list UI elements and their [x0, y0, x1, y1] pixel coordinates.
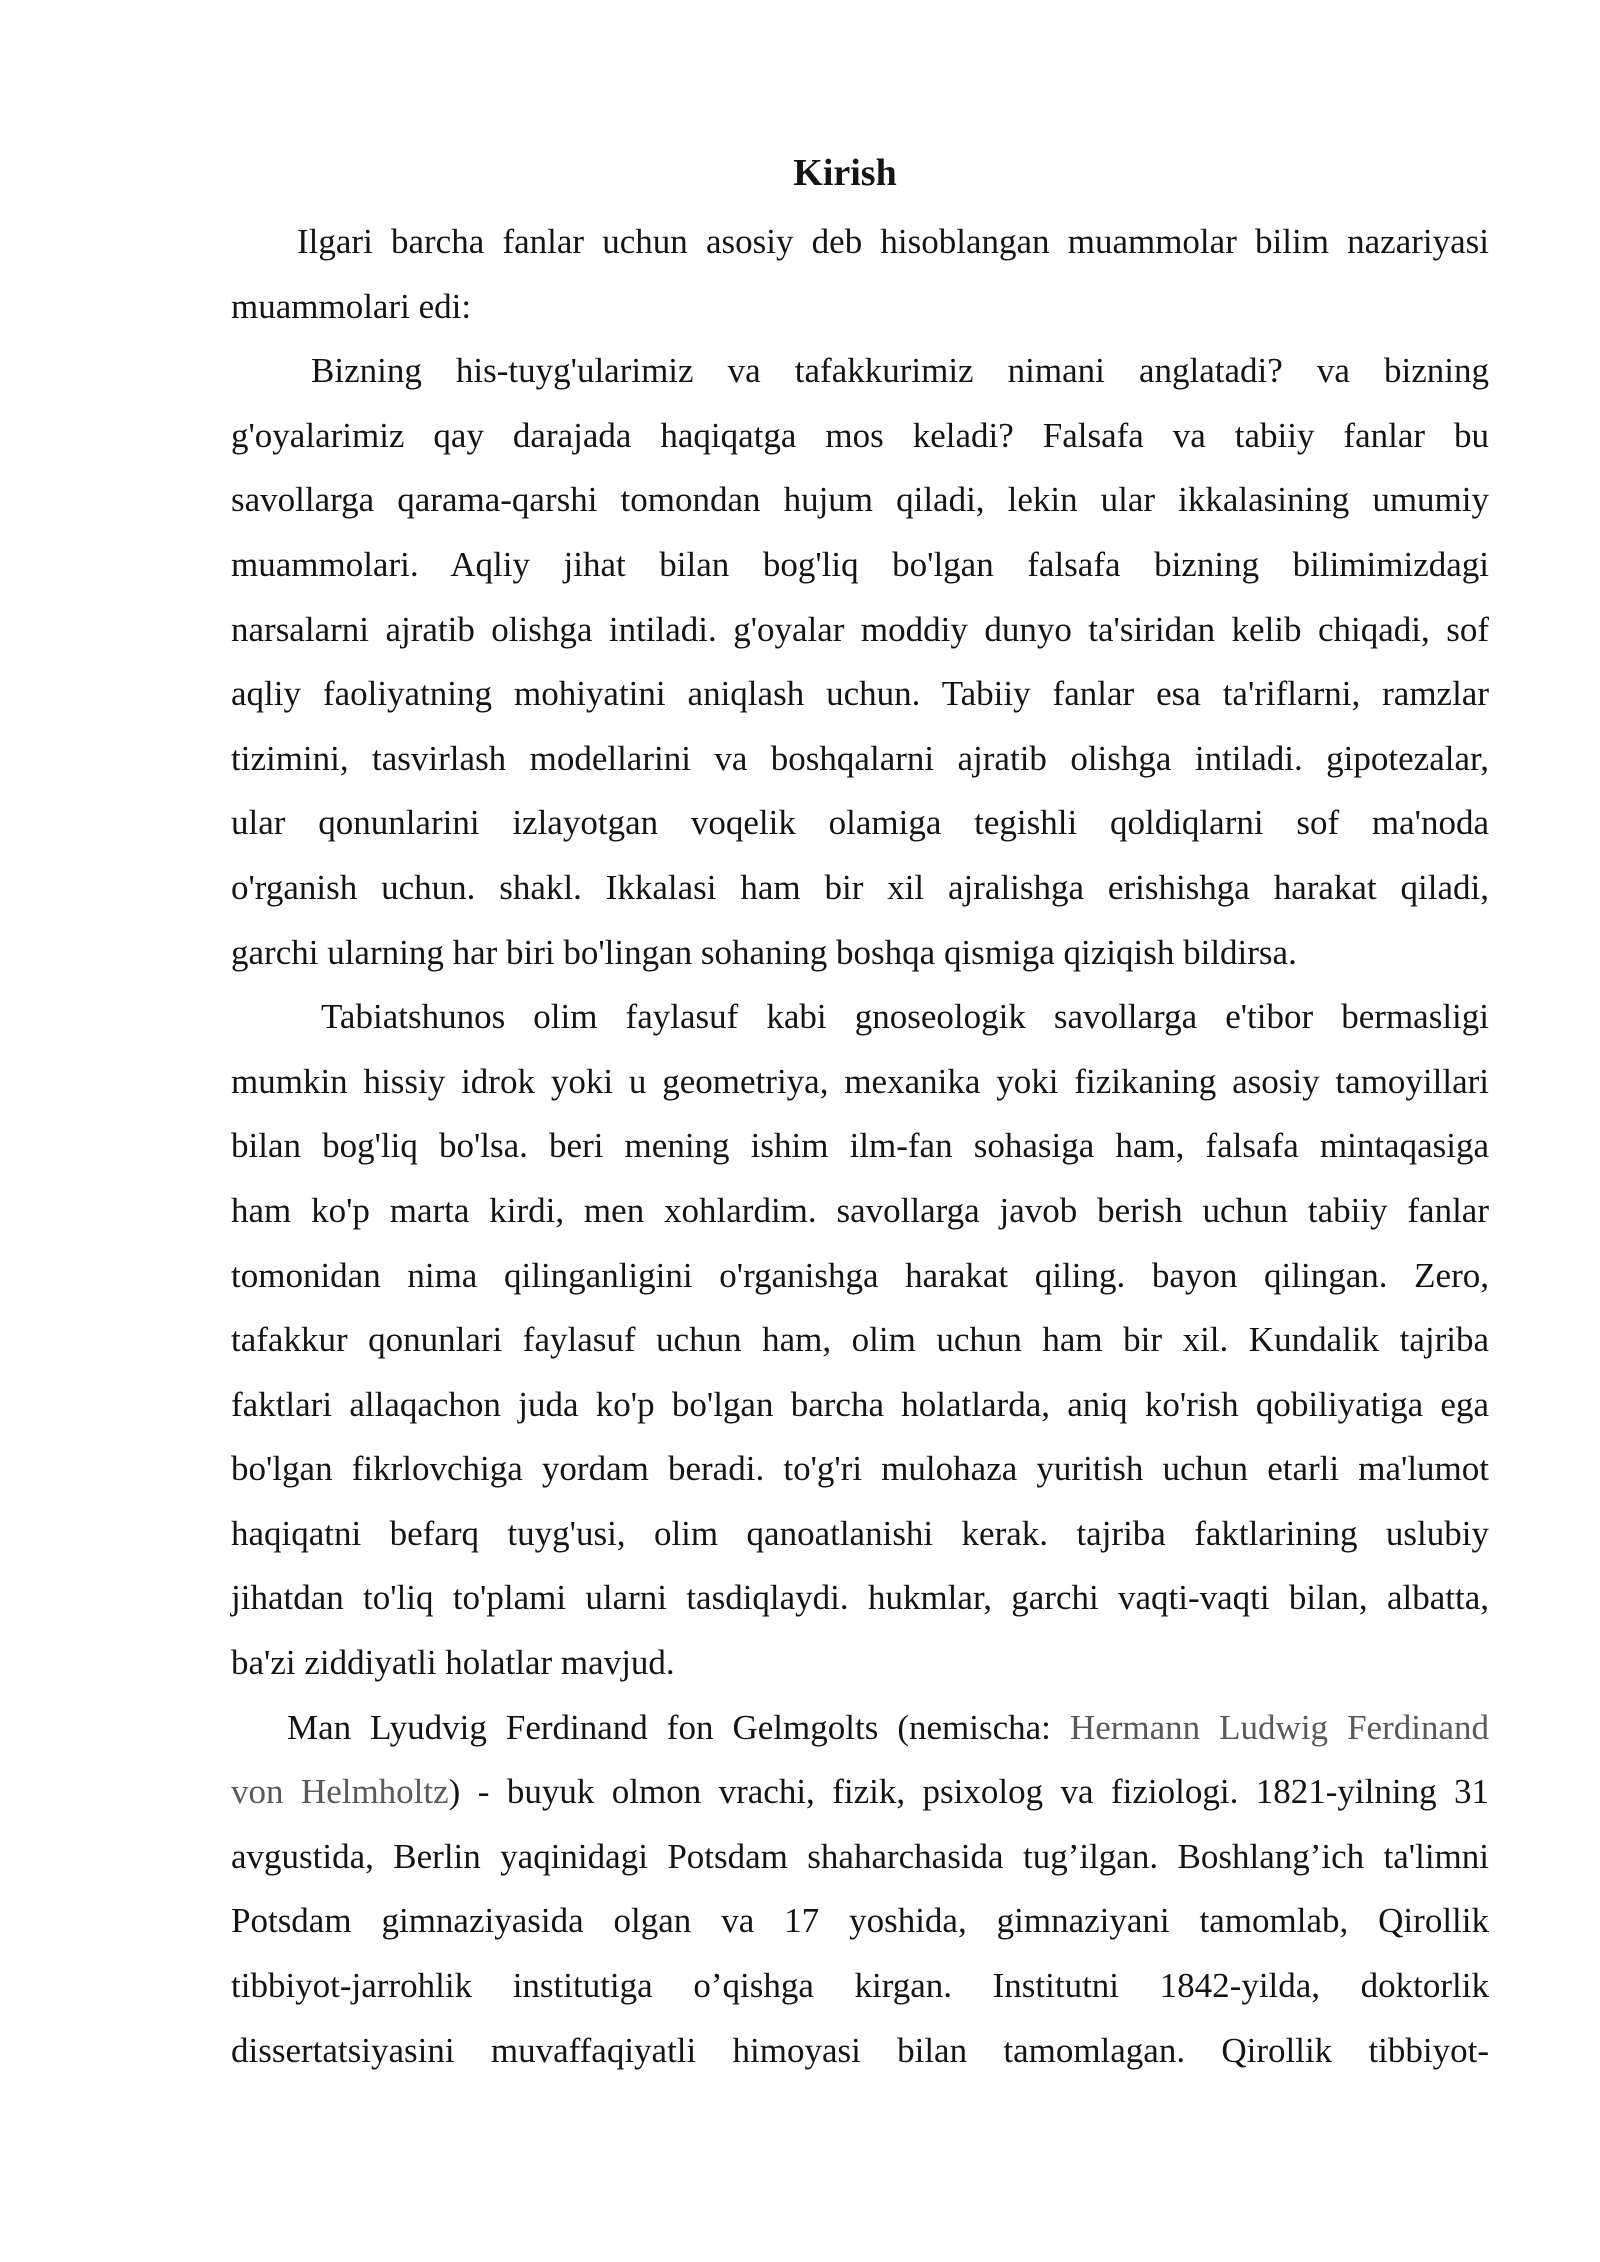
text-segment: ) - buyuk olmon vrachi, fizik, psixolog va fiziologi. 1821-yilning 31 [448, 1772, 1489, 1812]
paragraph-line: ular qonunlarini izlayotgan voqelik olamiga tegishli qoldiqlarni sof ma'noda [231, 803, 1489, 843]
paragraph-line: bilan bog'liq bo'lsa. beri mening ishim ilm-fan sohasiga ham, falsafa mintaqasiga [231, 1126, 1489, 1166]
paragraph-line: haqiqatni befarq tuyg'usi, olim qanoatlanishi kerak. tajriba faktlarining uslubiy [231, 1513, 1489, 1553]
paragraph-line: aqliy faoliyatning mohiyatini aniqlash uchun. Tabiiy fanlar esa ta'riflarni, ramzlar [231, 674, 1489, 714]
paragraph-line: bo'lgan fikrlovchiga yordam beradi. to'g'ri mulohaza yuritish uchun etarli ma'lumot [231, 1449, 1489, 1489]
paragraph-line: avgustida, Berlin yaqinidagi Potsdam shaharchasida tug’ilgan. Boshlang’ich ta'limni [231, 1836, 1489, 1876]
paragraph-line: muammolari edi: [231, 286, 472, 326]
paragraph-line: g'oyalarimiz qay darajada haqiqatga mos keladi? Falsafa va tabiiy fanlar bu [231, 415, 1489, 455]
paragraph-line: o'rganish uchun. shakl. Ikkalasi ham bir xil ajralishga erishishga harakat qiladi, [231, 867, 1489, 907]
paragraph-line: ba'zi ziddiyatli holatlar mavjud. [231, 1643, 675, 1683]
paragraph-line: tafakkur qonunlari faylasuf uchun ham, olim uchun ham bir xil. Kundalik tajriba [231, 1320, 1489, 1360]
paragraph-line: Potsdam gimnaziyasida olgan va 17 yoshida, gimnaziyani tamomlab, Qirollik [231, 1901, 1489, 1941]
paragraph-line: Tabiatshunos olim faylasuf kabi gnoseologik savollarga e'tibor bermasligi [321, 997, 1489, 1037]
paragraph-line [231, 1696, 1489, 1761]
paragraph-line: jihatdan to'liq to'plami ularni tasdiqlaydi. hukmlar, garchi vaqti-vaqti bilan, albatta, [231, 1578, 1489, 1618]
paragraph-line: tomonidan nima qilinganligini o'rganishga harakat qiling. bayon qilingan. Zero, [231, 1255, 1489, 1295]
paragraph-line: savollarga qarama-qarshi tomondan hujum qiladi, lekin ular ikkalasining umumiy [231, 480, 1489, 520]
paragraph-line: muammolari. Aqliy jihat bilan bog'liq bo'lgan falsafa bizning bilimimizdagi [231, 544, 1489, 584]
paragraph-line: garchi ularning har biri bo'lingan sohaning boshqa qismiga qiziqish bildirsa. [231, 932, 1297, 972]
page-title: Kirish [793, 152, 897, 194]
body-text [231, 210, 1489, 2083]
paragraph-line: Ilgari barcha fanlar uchun asosiy deb hisoblangan muammolar bilim nazariyasi [297, 222, 1489, 261]
paragraph-line: tibbiyot-jarrohlik institutiga o’qishga kirgan. Institutni 1842-yilda, doktorlik [231, 1966, 1489, 2006]
paragraph-line: mumkin hissiy idrok yoki u geometriya, mexanika yoki fizikaning asosiy tamoyillari [231, 1061, 1489, 1101]
paragraph-line: narsalarni ajratib olishga intiladi. g'oyalar moddiy dunyo ta'siridan kelib chiqadi, sof [231, 609, 1489, 649]
paragraph-line: tizimini, tasvirlash modellarini va boshqalarni ajratib olishga intiladi. gipotezalar, [231, 738, 1489, 778]
text-segment: Man Lyudvig Ferdinand fon Gelmgolts (nemischa: [287, 1707, 1070, 1747]
paragraph-line [231, 1760, 1489, 1825]
paragraph-line: ham ko'p marta kirdi, men xohlardim. savollarga javob berish uchun tabiiy fanlar [231, 1190, 1489, 1230]
paragraph-line: faktlari allaqachon juda ko'p bo'lgan barcha holatlarda, aniq ko'rish qobiliyatiga ega [231, 1384, 1489, 1424]
german-name-segment: von Helmholtz [231, 1772, 449, 1812]
paragraph-line: dissertatsiyasini muvaffaqiyatli himoyasi bilan tamomlagan. Qirollik tibbiyot- [231, 2030, 1489, 2070]
german-name-segment: Hermann Ludwig Ferdinand [1069, 1707, 1489, 1747]
paragraph-line: Bizning his-tuyg'ularimiz va tafakkurimiz nimani anglatadi? va bizning [311, 351, 1489, 391]
